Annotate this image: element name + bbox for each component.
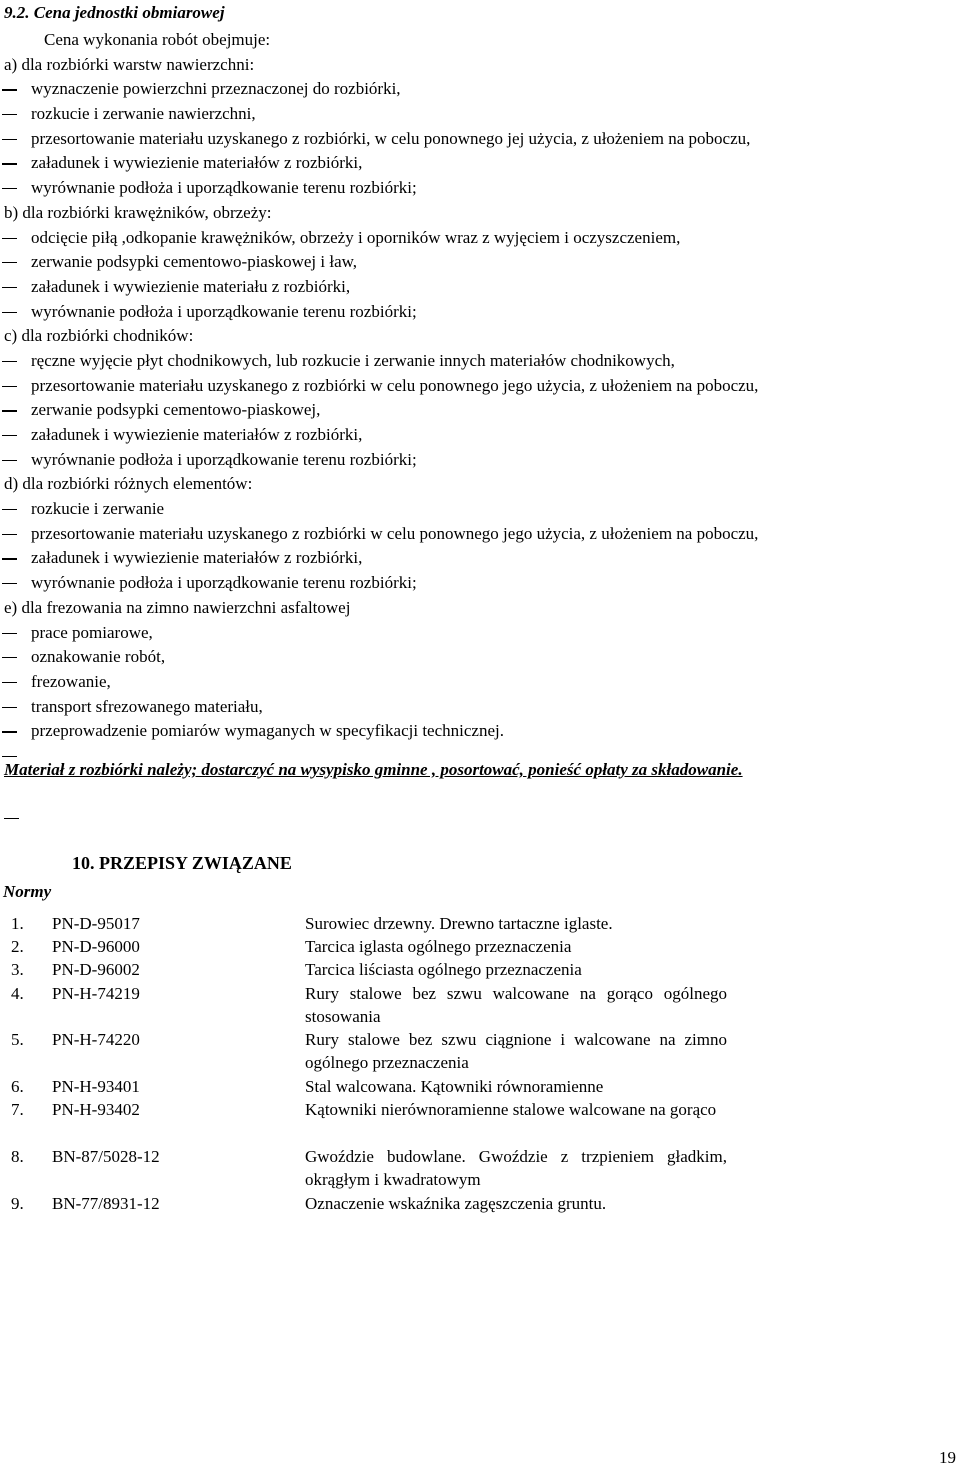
norm-number: 2. [11,937,24,956]
dash-marker [2,435,17,436]
line-text: przeprowadzenie pomiarów wymaganych w specyfikacji technicznej. [31,721,504,741]
bullet-item [0,77,930,102]
bullet-item [0,275,930,300]
dash-marker [2,410,17,411]
bullet-item [0,250,930,275]
norm-code: PN-D-96000 [52,937,140,956]
line-text: wyrównanie podłoża i uporządkowanie terenu rozbiórki; [31,573,417,593]
norm-code: PN-D-95017 [52,914,140,933]
bullet-item [0,645,930,670]
bullet-item [0,695,930,720]
norm-code: PN-H-74219 [52,984,140,1003]
norm-code: BN-87/5028-12 [52,1147,160,1166]
dash-marker [2,534,17,535]
line-text: rozkucie i zerwanie nawierzchni, [31,104,256,124]
line-text: przesortowanie materiału uzyskanego z rozbiórki w celu ponownego jego użycia, z ułożeniem na poboczu, [31,375,759,395]
page-number: 19 [939,1448,956,1467]
norm-description: Tarcica liściasta ogólnego przeznaczenia [305,960,582,979]
norm-number: 1. [11,914,24,933]
normy-label: Normy [3,882,52,901]
bullet-item [0,300,930,325]
section-title: 10. PRZEPISY ZWIĄZANE [72,853,292,873]
norm-description: Kątowniki nierównoramienne stalowe walcowane na gorąco [305,1100,717,1119]
norm-description: Rury stalowe bez szwu ciągnione i walcowane na zimno ogólnego przeznaczenia [305,1030,727,1073]
dash-marker [2,312,17,313]
dash-marker [2,707,17,708]
norm-number: 4. [11,984,24,1003]
line-text: c) dla rozbiórki chodników: [4,326,194,346]
dash-marker [2,682,17,683]
subsection-label [0,596,930,621]
line-text: załadunek i wywiezienie materiałów z rozbiórki, [31,153,363,173]
line-text: zerwanie podsypki cementowo-piaskowej, [31,400,321,420]
dash-marker [2,361,17,362]
dash-marker [2,238,17,239]
bullet-item [0,621,930,646]
line-text: prace pomiarowe, [31,622,153,642]
bullet-item [0,546,930,571]
line-text: załadunek i wywiezienie materiału z rozbiórki, [31,276,351,296]
line-text: ręczne wyjęcie płyt chodnikowych, lub rozkucie i zerwanie innych materiałów chodnikowych, [31,350,675,370]
subsection-label [0,324,930,349]
bullet-item [0,571,930,596]
line-text: wyznaczenie powierzchni przeznaczonej do rozbiórki, [31,79,401,99]
dash-marker [2,583,17,584]
bullet-item [0,176,930,201]
dash-marker [2,558,17,559]
dash-marker [2,188,17,189]
dash-marker [2,262,17,263]
bullet-item [0,423,930,448]
line-text: przesortowanie materiału uzyskanego z rozbiórki w celu ponownego jego użycia, z ułożeniem na poboczu, [31,523,759,543]
norm-description: Rury stalowe bez szwu walcowane na gorąco ogólnego stosowania [305,984,727,1027]
bullet-item [0,448,930,473]
dash-marker [2,657,17,658]
dash-marker [2,509,17,510]
bullet-item [0,151,930,176]
dash-marker [2,633,17,634]
line-text: wyrównanie podłoża i uporządkowanie terenu rozbiórki; [31,449,417,469]
dash-marker [4,818,19,819]
norm-description: Oznaczenie wskaźnika zagęszczenia gruntu. [305,1194,607,1213]
line-text: a) dla rozbiórki warstw nawierzchni: [4,54,255,74]
norm-number: 8. [11,1147,24,1166]
bullet-item [0,374,930,399]
bullet-item [0,127,930,152]
dash-marker [2,287,17,288]
line-text: Cena wykonania robót obejmuje: [44,30,271,49]
bullet-item [0,670,930,695]
norm-code: PN-H-93401 [52,1077,140,1096]
norm-description: Tarcica iglasta ogólnego przeznaczenia [305,937,572,956]
line-text: transport sfrezowanego materiału, [31,696,263,716]
line-text: przesortowanie materiału uzyskanego z rozbiórki, w celu ponownego jej użycia, z ułożeniem na poboczu, [31,128,751,148]
line-text: rozkucie i zerwanie [31,499,165,519]
norm-number: 9. [11,1194,24,1213]
subsection-label [0,201,930,226]
section-heading: 9.2. Cena jednostki obmiarowej [4,3,225,22]
dash-marker [2,386,17,387]
subsection-label [0,472,930,497]
bullet-item [0,226,930,251]
norm-code: PN-H-74220 [52,1030,140,1049]
norm-description: Stal walcowana. Kątowniki równoramienne [305,1077,604,1096]
dash-marker [2,460,17,461]
intro-text [0,28,930,53]
line-text: e) dla frezowania na zimno nawierzchni asfaltowej [4,597,351,617]
line-text: odcięcie piłą ,odkopanie krawężników, obrzeży i oporników wraz z wyjęciem i oczyszczeniem, [31,227,681,247]
norm-code: PN-D-96002 [52,960,140,979]
scope-list [0,28,930,769]
dash-marker [2,163,17,164]
disposal-note: Materiał z rozbiórki należy; dostarczyć na wysypisko gminne , posortować, ponieść opłaty za składowanie. [4,760,743,779]
bullet-item [0,497,930,522]
line-text: zerwanie podsypki cementowo-piaskowej i ław, [31,252,358,272]
bullet-item [0,522,930,547]
bullet-item [0,398,930,423]
norm-code: PN-H-93402 [52,1100,140,1119]
dash-marker [2,731,17,732]
norm-code: BN-77/8931-12 [52,1194,160,1213]
line-text: wyrównanie podłoża i uporządkowanie terenu rozbiórki; [31,301,417,321]
norm-number: 6. [11,1077,24,1096]
norm-number: 5. [11,1030,24,1049]
line-text: d) dla rozbiórki różnych elementów: [4,474,253,494]
subsection-label [0,53,930,78]
norm-number: 7. [11,1100,24,1119]
bullet-item [0,719,930,744]
line-text: wyrównanie podłoża i uporządkowanie terenu rozbiórki; [31,178,417,198]
line-text: frezowanie, [31,671,111,691]
line-text: załadunek i wywiezienie materiałów z rozbiórki, [31,548,363,568]
bullet-item [0,102,930,127]
norm-number: 3. [11,960,24,979]
norm-description: Gwoździe budowlane. Gwoździe z trzpieniem gładkim, okrągłym i kwadratowym [305,1147,727,1190]
line-text: oznakowanie robót, [31,647,166,667]
line-text: b) dla rozbiórki krawężników, obrzeży: [4,202,272,222]
line-text: załadunek i wywiezienie materiałów z rozbiórki, [31,425,363,444]
dash-marker [2,89,17,90]
dash-marker [2,139,17,140]
norm-description: Surowiec drzewny. Drewno tartaczne iglaste. [305,914,613,933]
dash-marker [2,114,17,115]
bullet-item [0,349,930,374]
